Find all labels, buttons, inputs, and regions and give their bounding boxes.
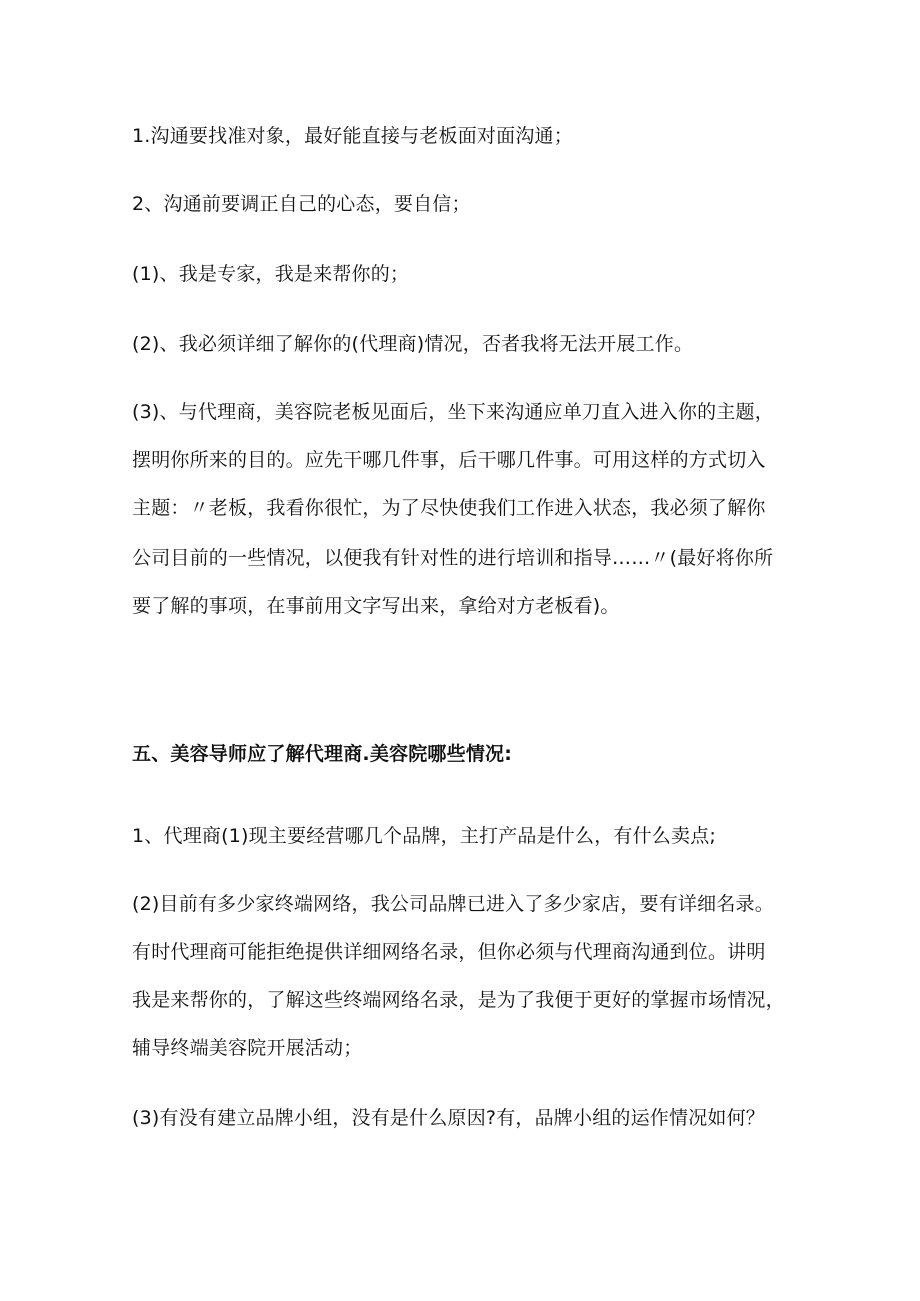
paragraph-sub-3-line: 摆明你所来的目的。应先干哪几件事，后干哪几件事。可用这样的方式切入	[132, 449, 766, 471]
section-2-item-2-line: 辅导终端美容院开展活动；	[132, 1037, 363, 1059]
section-2-item-2-line: 有时代理商可能拒绝提供详细网络名录，但你必须与代理商沟通到位。讲明	[132, 941, 766, 963]
paragraph-sub-1: (1)、我是专家，我是来帮你的；	[132, 263, 410, 285]
section-2-item-2-line: 我是来帮你的，了解这些终端网络名录，是为了我便于更好的掌握市场情况，	[132, 989, 785, 1011]
section-heading: 五、美容导师应了解代理商.美容院哪些情况:	[132, 743, 513, 765]
paragraph-sub-3-line: 主题：〃老板，我看你很忙，为了尽快使我们工作进入状态，我必须了解你	[132, 497, 766, 519]
section-2-item-3: (3)有没有建立品牌小组，没有是什么原因?有，品牌小组的运作情况如何？	[132, 1107, 765, 1129]
paragraph-sub-3-line: 要了解的事项，在事前用文字写出来，拿给对方老板看)。	[132, 595, 620, 617]
paragraph-sub-3-line: 公司目前的一些情况，以便我有针对性的进行培训和指导……〃(最好将你所	[132, 547, 774, 569]
paragraph-sub-2: (2)、我必须详细了解你的(代理商)情况，否者我将无法开展工作。	[132, 333, 694, 355]
paragraph-item-1: 1.沟通要找准对象，最好能直接与老板面对面沟通；	[132, 125, 573, 147]
section-2-item-2-line: (2)目前有多少家终端网络，我公司品牌已进入了多少家店，要有详细名录。	[132, 893, 774, 915]
section-2-item-1: 1、代理商(1)现主要经营哪几个品牌，主打产品是什么，有什么卖点;	[132, 825, 717, 847]
paragraph-sub-3-line: (3)、与代理商，美容院老板见面后，坐下来沟通应单刀直入进入你的主题，	[132, 401, 774, 423]
paragraph-item-2: 2、沟通前要调正自己的心态，要自信；	[132, 193, 471, 215]
